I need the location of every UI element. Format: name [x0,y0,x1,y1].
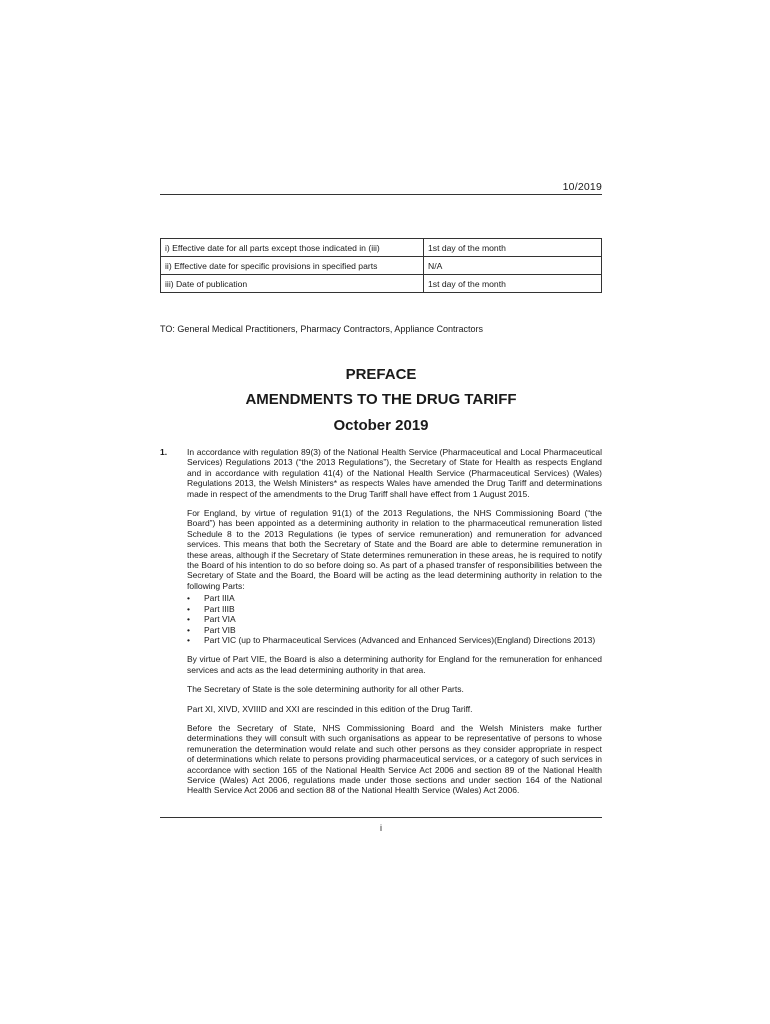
section-body [187,447,602,805]
parts-list [187,593,602,645]
body-paragraph: Part XI, XIVD, XVIIID and XXI are rescinded in this edition of the Drug Tariff. [187,703,473,714]
list-item-text: Part IIIB [204,603,235,614]
page-number: i [380,823,382,833]
edition-month-title: October 2019 [333,417,429,434]
footer-rule [160,817,602,818]
list-item-text: Part IIIA [204,593,235,604]
list-item [187,593,602,603]
bullet-icon: • [187,593,190,604]
list-item [187,625,602,635]
table-cell-value: N/A [424,257,602,275]
list-item-text: Part VIB [204,624,236,635]
bullet-icon: • [187,614,190,625]
table-cell-value: 1st day of the month [424,275,602,293]
body-paragraph: By virtue of Part VIE, the Board is also a determining authority for England for the remuneration for enhanced services and acts as the lead determining authority in that area. [187,654,602,675]
table-cell-label: i) Effective date for all parts except those indicated in (iii) [161,239,424,257]
list-item-text: Part VIA [204,614,236,625]
table-cell-label: ii) Effective date for specific provisions in specified parts [161,257,424,275]
effective-dates-table [160,238,602,293]
body-paragraph: In accordance with regulation 89(3) of the National Health Service (Pharmaceutical and Local Pharmaceutical Services) Regulations 2013 (“the 2013 Regulations”), the Secretary of State for Health as respects England and in accordance with regulation 41(4) of the National Health Service (Pharmaceutical Services) (Wales) Regulations 2013, the Welsh Ministers* as respects Wales have amended the Drug Tariff and determinations made in respect of the amendments to the Drug Tariff shall have effect from 1 August 2015. [187,447,602,499]
header-rule [160,194,602,195]
body-paragraph: Before the Secretary of State, NHS Commissioning Board and the Welsh Ministers make further determinations they will consult with such organisations as appear to be representative of persons to whose remuneration the determination would relate and such other persons as they consider appropriate in respect of determinations which relate to persons providing pharmaceutical services, or a category of such services in accordance with section 165 of the National Health Service Act 2006 and section 89 of the National Health Service (Wales) Act 2006, regulations made under those sections and under section 164 of the National Health Service Act 2006 and section 88 of the National Health Service (Wales) Act 2006. [187,722,602,796]
table-cell-value: 1st day of the month [424,239,602,257]
list-item-text: Part VIC (up to Pharmaceutical Services (Advanced and Enhanced Services)(England) Directions 2013) [204,634,596,645]
table-row [161,239,602,257]
body-paragraph: For England, by virtue of regulation 91(1) of the 2013 Regulations, the NHS Commissioning Board (“the Board”) has been appointed as a determining authority in relation to the pharmaceutical remuneration listed Schedule 8 to the 2013 Regulations (ie types of service remuneration) and remuneration for advanced services. This means that both the Secretary of State and the Board are able to determine remuneration in these areas, although if the Secretary of State determines remuneration in these areas, he is required to notify the Board of his intention to do so before doing so. As part of a phased transfer of responsibilities between the Secretary of State and the Board, the Board will be acting as the lead determining authority in relation to the following Parts: [187,508,602,591]
table-row [161,257,602,275]
amendments-title: AMENDMENTS TO THE DRUG TARIFF [245,391,517,408]
section-number: 1. [160,447,168,457]
bullet-icon: • [187,634,190,645]
body-paragraph: The Secretary of State is the sole determining authority for all other Parts. [187,684,464,695]
list-item [187,614,602,624]
table-cell-label: iii) Date of publication [161,275,424,293]
bullet-icon: • [187,603,190,614]
list-item [187,635,602,645]
header-date: 10/2019 [562,181,602,193]
bullet-icon: • [187,624,190,635]
table-row [161,275,602,293]
list-item [187,604,602,614]
preface-title: PREFACE [345,366,417,383]
recipients-line: TO: General Medical Practitioners, Pharmacy Contractors, Appliance Contractors [160,324,483,334]
document-page [160,0,602,1024]
